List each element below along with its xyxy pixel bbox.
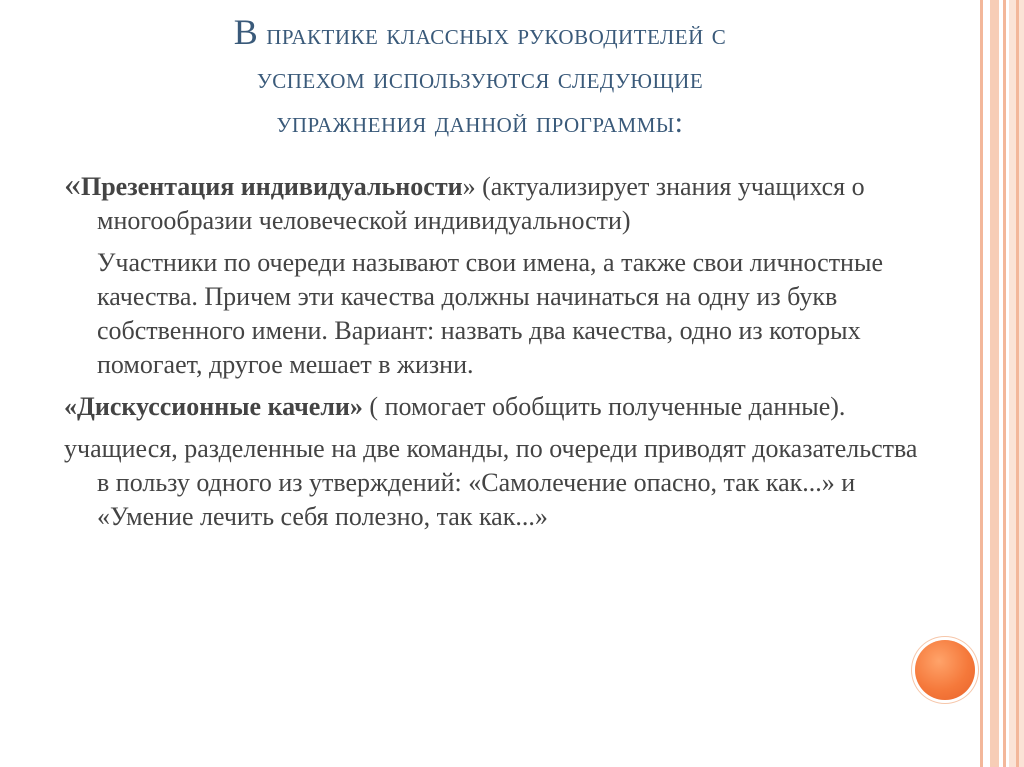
exercise-1-instructions: Участники по очереди называют свои имена, а также свои личностные качества. Причем эти качества должны начинаться на одну из букв собственного имени. Вариант: назвать два качества, одно из которых помогает, другое мешает в жизни. (97, 248, 883, 379)
title-line-2: успехом используются следующие (256, 62, 704, 95)
slide-body (64, 168, 934, 542)
orange-circle-icon (915, 640, 975, 700)
decor-stripe (1003, 0, 1006, 767)
quote-open: « (64, 166, 81, 203)
slide-title (60, 10, 900, 145)
decor-stripe (1016, 0, 1019, 767)
decor-stripe (990, 0, 999, 767)
exercise-2-description: ( помогает обобщить полученные данные). (362, 392, 846, 421)
exercise-2-instructions: учащиеся, разделенные на две команды, по очереди приводят доказательства в пользу одного из утверждений: «Самолечение опасно, так как...» и «Умение лечить себя полезно, так как...» (64, 434, 918, 531)
title-line-3: упражнения данной программы: (276, 106, 684, 139)
exercise-2-name: «Дискуссионные качели» (64, 392, 363, 421)
exercise-1-name: Презентация индивидуальности (81, 172, 463, 201)
exercise-2-heading (64, 390, 934, 424)
title-line-1-text: практике классных руководителей с (266, 18, 727, 51)
title-line-1 (60, 10, 900, 57)
exercise-1-description: (актуализирует знания учащихся о многообразии человеческой индивидуальности) (97, 172, 865, 235)
exercise-1-heading (64, 168, 934, 238)
decor-stripe (980, 0, 983, 767)
title-cap: В (233, 12, 259, 52)
quote-close: » (462, 172, 476, 201)
